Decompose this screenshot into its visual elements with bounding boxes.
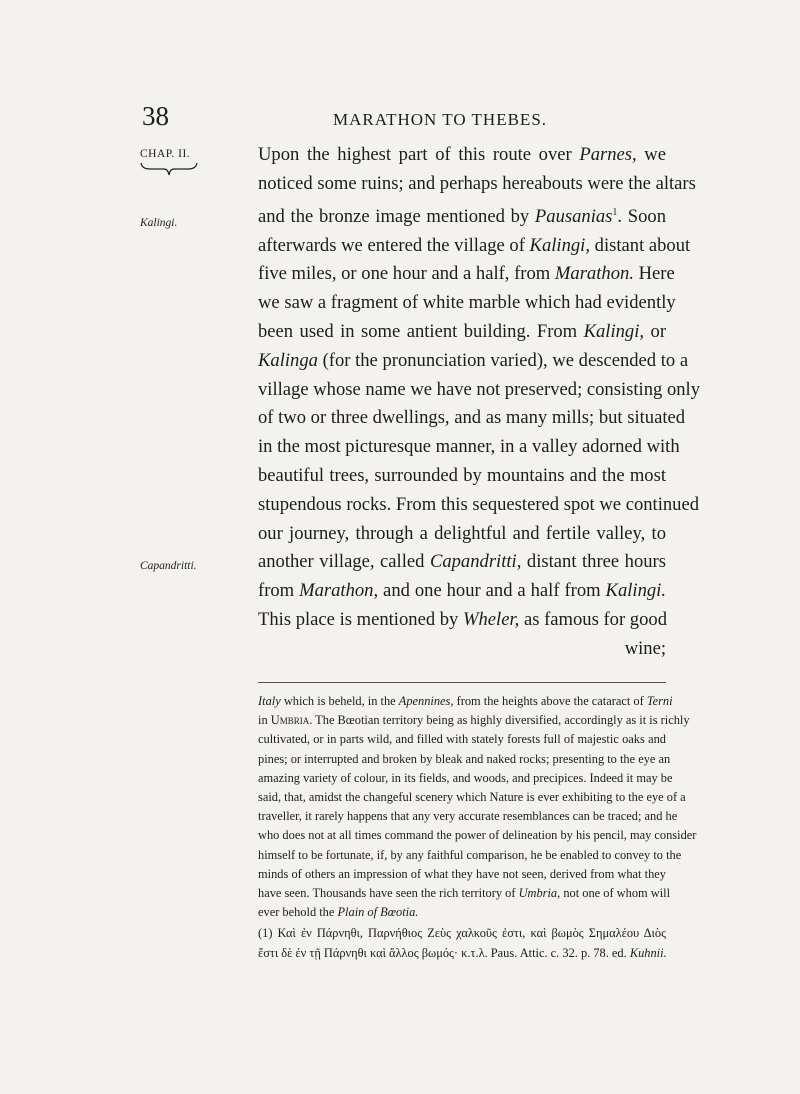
text-line: beautiful trees, surrounded by mountains and the most — [258, 464, 666, 486]
footnote-line: cultivated, or in parts wild, and filled with stately forests full of majestic oaks and — [258, 732, 666, 747]
main-text — [258, 141, 701, 664]
text-line: another village, called Capandritti, distant three hours — [258, 551, 666, 573]
text-line: five miles, or one hour and a half, from Marathon. Here — [258, 263, 675, 285]
text-line: Upon the highest part of this route over Parnes, we — [258, 144, 666, 165]
text-line: from Marathon, and one hour and a half from Kalingi. — [258, 580, 666, 602]
margin-note-capandritti: Capandritti. — [140, 560, 197, 572]
page-number: 38 — [142, 101, 169, 131]
footnote-line: have seen. Thousands have seen the rich territory of Umbria, not one of whom will — [258, 886, 671, 901]
text-line: of two or three dwellings, and as many mills; but situated — [258, 407, 686, 429]
footnote-reference: 1 — [612, 206, 618, 218]
footnote-line: in Umbria. The Bœotian territory being as highly diversified, accordingly as it is richly — [258, 713, 690, 728]
footnote-line: minds of others an impression of what they have not seen, derived from what they — [258, 866, 666, 881]
footnote-line: himself to be fortunate, if, by any faithful comparison, he be enabled to convey to the — [258, 847, 682, 862]
footnote-rule — [258, 682, 666, 683]
footnote-line: amazing variety of colour, in its fields, and woods, and precipices. Indeed it may be — [258, 770, 673, 785]
text-line: This place is mentioned by Wheler, as famous for good — [258, 608, 667, 630]
text-line: in the most picturesque manner, in a valley adorned with — [258, 436, 680, 458]
margin-note-kalingi: Kalingi. — [140, 217, 178, 229]
text-line: Kalinga (for the pronunciation varied), we descended to a — [258, 349, 689, 371]
chapter-brace-ornament — [140, 162, 198, 176]
text-line: village whose name we have not preserved; consisting only — [258, 378, 701, 400]
catchword: wine; — [624, 637, 666, 659]
text-line: we saw a fragment of white marble which had evidently — [258, 292, 676, 314]
text-line: our journey, through a delightful and fertile valley, to — [258, 522, 666, 544]
footnote-line: Italy which is beheld, in the Apennines, from the heights above the cataract of Terni — [258, 694, 673, 708]
footnote-line: traveller, it rarely happens that any very accurate resemblances can be traced; and he — [258, 809, 678, 824]
footnote-citation: ἔστι δὲ ἐν τῇ Πάρνηθι καὶ ἄλλος βωμός· κ.τ.λ. Paus. Attic. c. 32. p. 78. ed. Kuhnii. — [258, 945, 667, 960]
text-line: been used in some antient building. From Kalingi, or — [258, 320, 667, 342]
text-line: stupendous rocks. From this sequestered spot we continued — [258, 493, 700, 515]
footnote-line: ever behold the Plain of Bœotia. — [258, 905, 419, 920]
text-line: and the bronze image mentioned by Pausanias$^1$. Soon — [258, 205, 666, 227]
footnote-line: said, that, amidst the changeful scenery which Nature is ever exhibiting to the eye of a — [258, 790, 686, 805]
text-line: noticed some ruins; and perhaps hereabouts were the altars — [258, 172, 696, 194]
running-title: MARATHON TO THEBES. — [332, 110, 548, 129]
chapter-marker: CHAP. II. — [140, 148, 191, 160]
footnote-line: who does not at all times command the power of delineation by his pencil, may consider — [258, 828, 697, 843]
footnotes — [258, 692, 697, 963]
footnote-greek-quote: (1) Καὶ ἐν Πάρνηθι, Παρνήθιος Ζεὺς χαλκοῦς ἐστι, καὶ βωμὸς Σημαλέου Διὸς — [258, 926, 666, 941]
text-line: afterwards we entered the village of Kalingi, distant about — [258, 234, 691, 256]
footnote-line: pines; or interrupted and broken by bleak and naked rocks; presenting to the eye an — [258, 751, 671, 766]
